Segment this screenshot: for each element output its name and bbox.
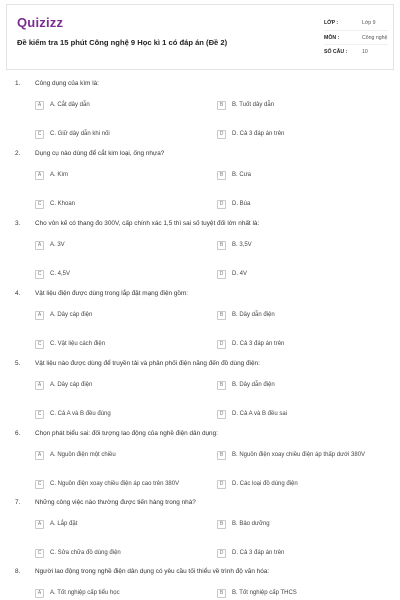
option-letter-box: A <box>35 171 44 180</box>
meta-label: SỐ CÂU : <box>324 48 348 55</box>
option-b[interactable] <box>217 379 275 391</box>
question-3 <box>0 220 400 290</box>
option-text: B. 3,5V <box>232 242 252 248</box>
question-text: Vật liệu điện được dùng trong lắp đặt mạng điện gồm: <box>35 290 189 297</box>
option-letter-box: A <box>35 520 44 529</box>
option-letter-box: B <box>217 589 226 598</box>
option-text: B. Dây dẫn điện <box>232 382 275 388</box>
option-letter-box: B <box>217 451 226 460</box>
option-d[interactable] <box>217 268 247 280</box>
question-text: Những công việc nào thường được tiến hàng trong nhà? <box>35 499 196 506</box>
option-letter-box: C <box>35 270 44 279</box>
question-text: Dụng cụ nào dùng để cắt kim loại, ống nhựa? <box>35 150 165 157</box>
option-letter-box: B <box>217 101 226 110</box>
option-letter-box: B <box>217 381 226 390</box>
question-text: Công dụng của kìm là: <box>35 80 99 87</box>
question-1 <box>0 80 400 150</box>
option-b[interactable] <box>217 587 297 599</box>
option-letter-box: A <box>35 381 44 390</box>
option-text: B. Nguồn điện xoay chiều điện áp thấp dưới 380V <box>232 452 366 458</box>
option-text: A. Lắp đặt <box>50 521 78 527</box>
option-text: B. Tốt nghiệp cấp THCS <box>232 590 297 596</box>
question-number: 5. <box>15 360 21 367</box>
option-d[interactable] <box>217 338 284 350</box>
question-2 <box>0 150 400 220</box>
option-c[interactable] <box>35 268 70 280</box>
option-text: C. Nguồn điện xoay chiều điện áp cao trên 380V <box>50 481 180 487</box>
question-5 <box>0 360 400 430</box>
option-text: A. Tốt nghiệp cấp tiểu học <box>50 590 120 596</box>
option-text: A. Nguồn điện một chiều <box>50 452 116 458</box>
option-text: D. Cả 3 đáp án trên <box>232 131 285 137</box>
option-letter-box: C <box>35 340 44 349</box>
meta-value: 10 <box>362 48 368 55</box>
option-b[interactable] <box>217 99 274 111</box>
question-text: Vật liệu nào được dùng để truyền tải và phân phối điện năng đến đồ dùng điện: <box>35 360 260 367</box>
option-letter-box: B <box>217 311 226 320</box>
question-number: 3. <box>15 220 21 227</box>
option-a[interactable] <box>35 587 120 599</box>
option-a[interactable] <box>35 518 77 530</box>
option-text: D. Búa <box>232 201 251 207</box>
option-a[interactable] <box>35 99 90 111</box>
option-text: A. Dây cáp điện <box>50 312 93 318</box>
option-letter-box: A <box>35 451 44 460</box>
option-b[interactable] <box>217 309 275 321</box>
option-letter-box: A <box>35 311 44 320</box>
option-text: B. Bảo dưỡng <box>232 521 270 527</box>
option-a[interactable] <box>35 169 68 181</box>
option-letter-box: C <box>35 549 44 558</box>
question-text: Cho vôn kế có thang đo 300V, cấp chính xác 1,5 thì sai số tuyệt đối lớn nhất là: <box>35 220 260 227</box>
question-number: 7. <box>15 499 21 506</box>
option-letter-box: D <box>217 340 226 349</box>
option-text: D. Các loại đồ dùng điện <box>232 481 298 487</box>
option-text: D. Cả A và B đều sai <box>232 411 288 417</box>
option-c[interactable] <box>35 128 110 140</box>
option-text: B. Tuốt dây dẫn <box>232 102 275 108</box>
meta-label: LỚP : <box>324 20 339 26</box>
question-text: Người lao động trong nghề điện dân dụng có yêu cầu tối thiểu về trình độ văn hóa: <box>35 568 270 575</box>
option-letter-box: A <box>35 241 44 250</box>
option-text: D. Cả 3 đáp án trên <box>232 550 285 556</box>
option-d[interactable] <box>217 408 287 420</box>
option-text: C. Cả A và B đều đúng <box>50 411 111 417</box>
question-number: 6. <box>15 430 21 437</box>
option-letter-box: D <box>217 200 226 209</box>
option-letter-box: D <box>217 410 226 419</box>
option-text: A. Kìm <box>50 172 69 178</box>
option-letter-box: D <box>217 130 226 139</box>
question-number: 1. <box>15 80 21 87</box>
option-d[interactable] <box>217 128 284 140</box>
meta-label: MÔN : <box>324 34 340 41</box>
question-4 <box>0 290 400 360</box>
option-c[interactable] <box>35 478 179 490</box>
option-text: C. Sửa chữa đồ dùng điện <box>50 550 121 556</box>
option-text: C. Giữ dây dẫn khi nối <box>50 131 110 137</box>
option-letter-box: C <box>35 410 44 419</box>
meta-row-class <box>324 16 388 30</box>
option-text: C. Vật liệu cách điện <box>50 341 106 347</box>
option-text: C. 4,5V <box>50 271 71 277</box>
question-8 <box>0 568 400 600</box>
question-number: 2. <box>15 150 21 157</box>
option-text: A. Cắt dây dẫn <box>50 102 90 108</box>
option-text: B. Dây dẫn điện <box>232 312 275 318</box>
option-c[interactable] <box>35 198 75 210</box>
quizizz-logo: Quizizz <box>17 15 64 30</box>
option-text: D. Cả 3 đáp án trên <box>232 341 285 347</box>
option-b[interactable] <box>217 239 252 251</box>
option-letter-box: A <box>35 589 44 598</box>
option-text: C. Khoan <box>50 201 76 207</box>
option-text: D. 4V <box>232 271 248 277</box>
option-c[interactable] <box>35 547 121 559</box>
option-letter-box: D <box>217 270 226 279</box>
option-letter-box: C <box>35 130 44 139</box>
option-b[interactable] <box>217 518 270 530</box>
question-text: Chọn phát biểu sai: đối tượng lao động của nghề điện dân dụng: <box>35 430 218 437</box>
option-text: A. 3V <box>50 242 65 248</box>
option-text: A. Dây cáp điện <box>50 382 93 388</box>
meta-value: Lớp 9 <box>362 20 376 26</box>
question-number: 4. <box>15 290 21 297</box>
option-b[interactable] <box>217 169 251 181</box>
option-c[interactable] <box>35 338 105 350</box>
meta-value: Công nghệ <box>362 34 388 41</box>
option-letter-box: C <box>35 480 44 489</box>
option-text: B. Cưa <box>232 172 252 178</box>
option-letter-box: B <box>217 520 226 529</box>
question-7 <box>0 499 400 569</box>
option-d[interactable] <box>217 547 284 559</box>
option-a[interactable] <box>35 309 92 321</box>
option-letter-box: D <box>217 480 226 489</box>
option-d[interactable] <box>217 198 250 210</box>
option-c[interactable] <box>35 408 111 420</box>
option-letter-box: B <box>217 171 226 180</box>
option-a[interactable] <box>35 239 65 251</box>
question-6 <box>0 430 400 500</box>
meta-row-count <box>324 44 388 58</box>
option-letter-box: C <box>35 200 44 209</box>
option-d[interactable] <box>217 478 298 490</box>
document-header <box>6 4 394 70</box>
question-number: 8. <box>15 568 21 575</box>
document-title: Đề kiểm tra 15 phút Công nghệ 9 Học kì 1 có đáp án (Đề 2) <box>17 38 228 47</box>
option-b[interactable] <box>217 449 365 461</box>
option-a[interactable] <box>35 379 92 391</box>
option-letter-box: D <box>217 549 226 558</box>
document-meta <box>324 16 388 58</box>
option-letter-box: B <box>217 241 226 250</box>
meta-row-subject <box>324 30 388 44</box>
option-a[interactable] <box>35 449 116 461</box>
option-letter-box: A <box>35 101 44 110</box>
